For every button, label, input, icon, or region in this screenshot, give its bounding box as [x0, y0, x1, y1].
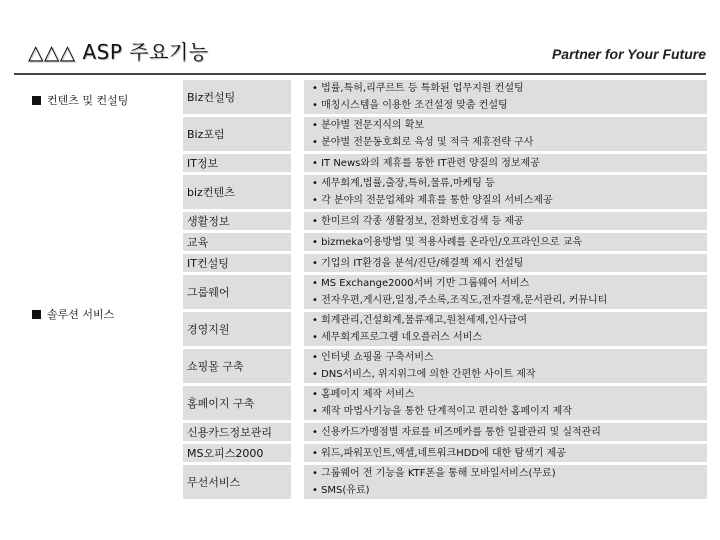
table-row: [183, 444, 707, 462]
feature-name: IT정보: [183, 154, 291, 172]
description-line: • MS Exchange2000서버 기반 그룹웨어 서비스: [312, 275, 707, 292]
feature-name: 신용카드정보관리: [183, 423, 291, 441]
feature-description: [304, 349, 707, 383]
header-divider: [14, 73, 706, 75]
feature-name: biz컨텐츠: [183, 175, 291, 209]
description-line: • 그룹웨어 전 기능을 KTF폰을 통해 모바일서비스(무료): [312, 465, 707, 482]
table-row: [183, 254, 707, 272]
feature-name: 생활정보: [183, 212, 291, 230]
description-line: • 워드,파워포인트,액셀,네트워크HDD에 대한 탐색기 제공: [312, 445, 707, 462]
description-line: • 매칭시스템을 이용한 조건설정 맞춤 컨설팅: [312, 97, 707, 114]
feature-description: [304, 212, 707, 230]
table-row: [183, 423, 707, 441]
table-row: [183, 349, 707, 383]
feature-description: [304, 80, 707, 114]
description-line: • DNS서비스, 위지위그에 의한 간편한 사이트 제작: [312, 366, 707, 383]
description-line: • 홈페이지 제작 서비스: [312, 386, 707, 403]
feature-name: 경영지원: [183, 312, 291, 346]
table-row: [183, 154, 707, 172]
feature-description: [304, 444, 707, 462]
table-row: [183, 386, 707, 420]
feature-name: 그룹웨어: [183, 275, 291, 309]
feature-description: [304, 154, 707, 172]
description-line: • 제작 마법사기능을 통한 단계적이고 편리한 홈페이지 제작: [312, 403, 707, 420]
section-label-text: 솔루션 서비스: [47, 308, 115, 321]
feature-description: [304, 175, 707, 209]
feature-description: [304, 275, 707, 309]
description-line: • 기업의 IT환경을 분석/진단/해결책 제시 컨설팅: [312, 255, 707, 272]
description-line: • bizmeka이용방법 및 적용사례를 온라인/오프라인으로 교육: [312, 234, 707, 251]
feature-description: [304, 312, 707, 346]
section-label-text: 컨텐츠 및 컨설팅: [47, 94, 129, 107]
feature-description: [304, 386, 707, 420]
description-line: • SMS(유료): [312, 482, 707, 499]
description-line: • 세무회계,법률,출장,특허,물류,마케팅 등: [312, 175, 707, 192]
description-line: • 법률,특허,리쿠르트 등 특화된 업무지원 컨설팅: [312, 80, 707, 97]
feature-table: [183, 80, 707, 502]
table-row: [183, 117, 707, 151]
description-line: • 한미르의 각종 생활정보, 전화번호검색 등 제공: [312, 213, 707, 230]
feature-description: [304, 423, 707, 441]
description-line: • 분야별 전문동호회로 육성 및 적극 제휴전략 구사: [312, 134, 707, 151]
description-line: • 분야별 전문지식의 확보: [312, 117, 707, 134]
description-line: • 회계관리,건설회계,물류재고,원천세제,인사급여: [312, 312, 707, 329]
table-row: [183, 80, 707, 114]
table-row: [183, 175, 707, 209]
description-line: • 세무회계프로그램 네오플러스 서비스: [312, 329, 707, 346]
square-bullet-icon: [32, 310, 41, 319]
table-row: [183, 212, 707, 230]
table-row: [183, 312, 707, 346]
table-row: [183, 465, 707, 499]
feature-name: 쇼핑몰 구축: [183, 349, 291, 383]
feature-name: IT컨설팅: [183, 254, 291, 272]
feature-description: [304, 233, 707, 251]
square-bullet-icon: [32, 96, 41, 105]
feature-description: [304, 254, 707, 272]
feature-name: MS오피스2000: [183, 444, 291, 462]
description-line: • 전자우편,게시판,일정,주소록,조직도,전자결재,문서관리, 커뮤니티: [312, 292, 707, 309]
section-label-contents: [32, 92, 128, 108]
feature-description: [304, 117, 707, 151]
page-title: △△△ ASP 주요기능: [28, 40, 209, 64]
feature-name: 교육: [183, 233, 291, 251]
description-line: • 신용카드가맹점별 자료를 비즈메카를 통한 일괄관리 및 실적관리: [312, 424, 707, 441]
feature-name: 무선서비스: [183, 465, 291, 499]
table-row: [183, 275, 707, 309]
description-line: • IT News와의 제휴를 통한 IT관련 양질의 정보제공: [312, 155, 707, 172]
feature-name: Biz컨설팅: [183, 80, 291, 114]
table-row: [183, 233, 707, 251]
feature-description: [304, 465, 707, 499]
description-line: • 인터넷 쇼핑몰 구축서비스: [312, 349, 707, 366]
section-label-solutions: [32, 306, 114, 322]
feature-name: 홈페이지 구축: [183, 386, 291, 420]
tagline: Partner for Your Future: [551, 46, 706, 62]
feature-name: Biz포럼: [183, 117, 291, 151]
description-line: • 각 분야의 전문업체와 제휴를 통한 양질의 서비스제공: [312, 192, 707, 209]
